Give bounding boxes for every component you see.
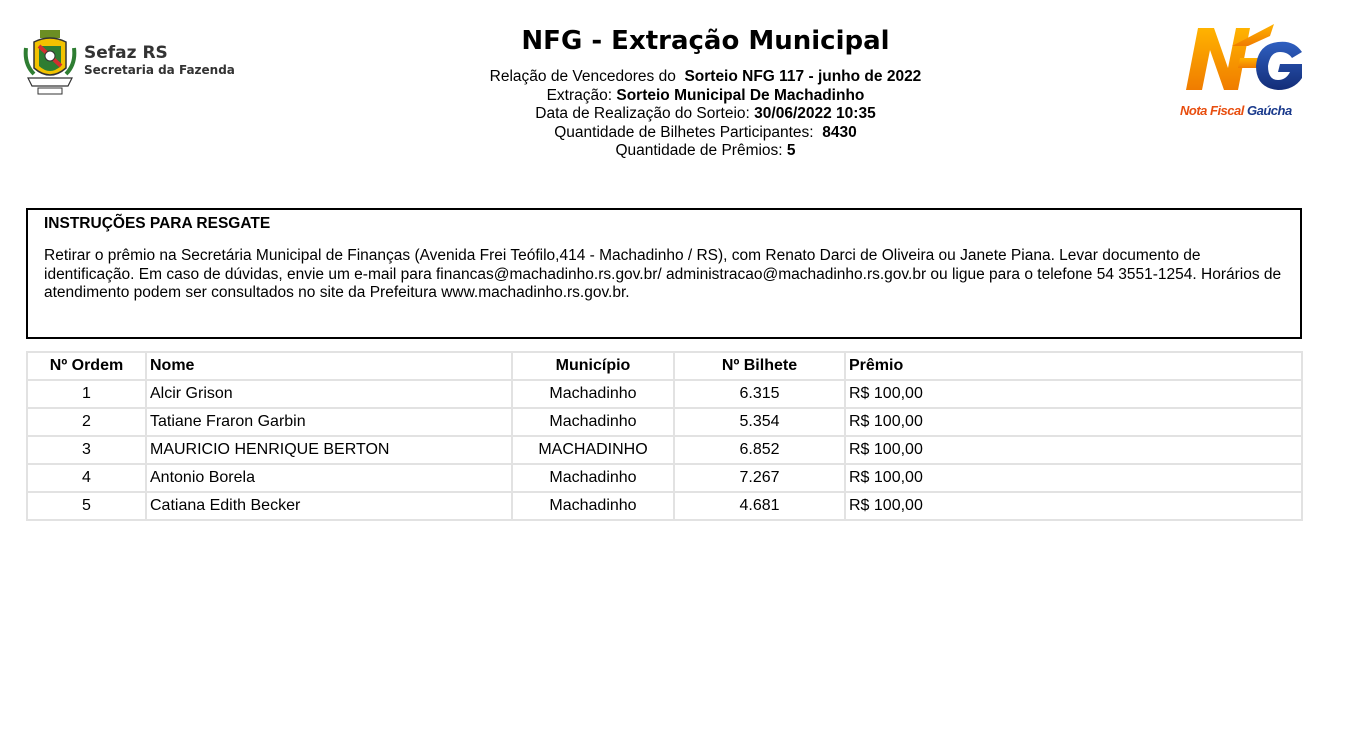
table-row [27,436,1302,464]
instructions-box [26,208,1302,339]
cell-municipio: Machadinho [512,380,674,408]
page-title: NFG - Extração Municipal [521,26,890,56]
premios-value: 5 [786,142,796,159]
header-municipio: Município [512,352,674,380]
winners-table [26,351,1303,521]
cell-municipio: MACHADINHO [512,436,674,464]
cell-municipio: Machadinho [512,408,674,436]
cell-premio: R$ 100,00 [845,380,1302,408]
cell-municipio: Machadinho [512,492,674,520]
sefaz-subtitle: Secretaria da Fazenda [84,63,235,77]
table-row [27,492,1302,520]
cell-bilhete: 6.315 [674,380,845,408]
bilhetes-value: 8430 [822,123,857,141]
cell-premio: R$ 100,00 [845,464,1302,492]
data-value: 30/06/2022 10:35 [754,105,876,122]
header-ordem: Nº Ordem [27,352,146,380]
cell-ordem: 2 [27,408,146,436]
extracao-label: Extração: [546,86,613,104]
cell-bilhete: 7.267 [674,464,845,492]
table-header-row [27,352,1302,380]
cell-nome: Antonio Borela [146,464,512,492]
cell-bilhete: 6.852 [674,436,845,464]
instructions-title: INSTRUÇÕES PARA RESGATE [44,215,271,232]
document-header [0,26,1351,161]
table-row [27,380,1302,408]
premios-line [0,142,1351,161]
table-row [27,464,1302,492]
cell-ordem: 4 [27,464,146,492]
cell-premio: R$ 100,00 [845,408,1302,436]
cell-premio: R$ 100,00 [845,436,1302,464]
extracao-value: Sorteio Municipal De Machadinho [616,86,865,104]
cell-nome: MAURICIO HENRIQUE BERTON [146,436,512,464]
header-premio: Prêmio [845,352,1302,380]
table-row [27,408,1302,436]
nfg-caption-part1: Nota Fiscal [1180,103,1244,118]
cell-nome: Alcir Grison [146,380,512,408]
extracao-line [0,87,1351,106]
data-line [0,105,1351,124]
cell-nome: Catiana Edith Becker [146,492,512,520]
header-bilhete: Nº Bilhete [674,352,845,380]
nfg-caption [1180,103,1292,118]
relacao-label: Relação de Vencedores do [489,68,676,85]
cell-nome: Tatiane Fraron Garbin [146,408,512,436]
cell-ordem: 1 [27,380,146,408]
cell-ordem: 5 [27,492,146,520]
cell-ordem: 3 [27,436,146,464]
sefaz-name: Sefaz RS [84,43,168,63]
cell-municipio: Machadinho [512,464,674,492]
bilhetes-line [0,124,1351,143]
bilhetes-label: Quantidade de Bilhetes Participantes: [554,123,814,141]
nfg-caption-part2: Gaúcha [1246,103,1292,118]
instructions-text: Retirar o prêmio na Secretária Municipal de Finanças (Avenida Frei Teófilo,414 - Machadinho / RS), com Renato Darci de Oliveira ou Janete Piana. Levar documento de identificação. Em caso de dúvidas, envie um e-mail para financas@machadinho.rs.gov.br/ administracao@machadinho.rs.gov.br ou ligue para o telefone 54 3551-1254. Horários de atendimento podem ser consultados no site da Prefeitura www.machadinho.rs.gov.br. [44,247,1282,301]
cell-bilhete: 5.354 [674,408,845,436]
cell-bilhete: 4.681 [674,492,845,520]
relacao-value: Sorteio NFG 117 - junho de 2022 [684,68,922,85]
cell-premio: R$ 100,00 [845,492,1302,520]
data-label: Data de Realização do Sorteio: [535,105,750,122]
relacao-line [0,68,1351,87]
premios-label: Quantidade de Prêmios: [615,142,783,159]
header-nome: Nome [146,352,512,380]
